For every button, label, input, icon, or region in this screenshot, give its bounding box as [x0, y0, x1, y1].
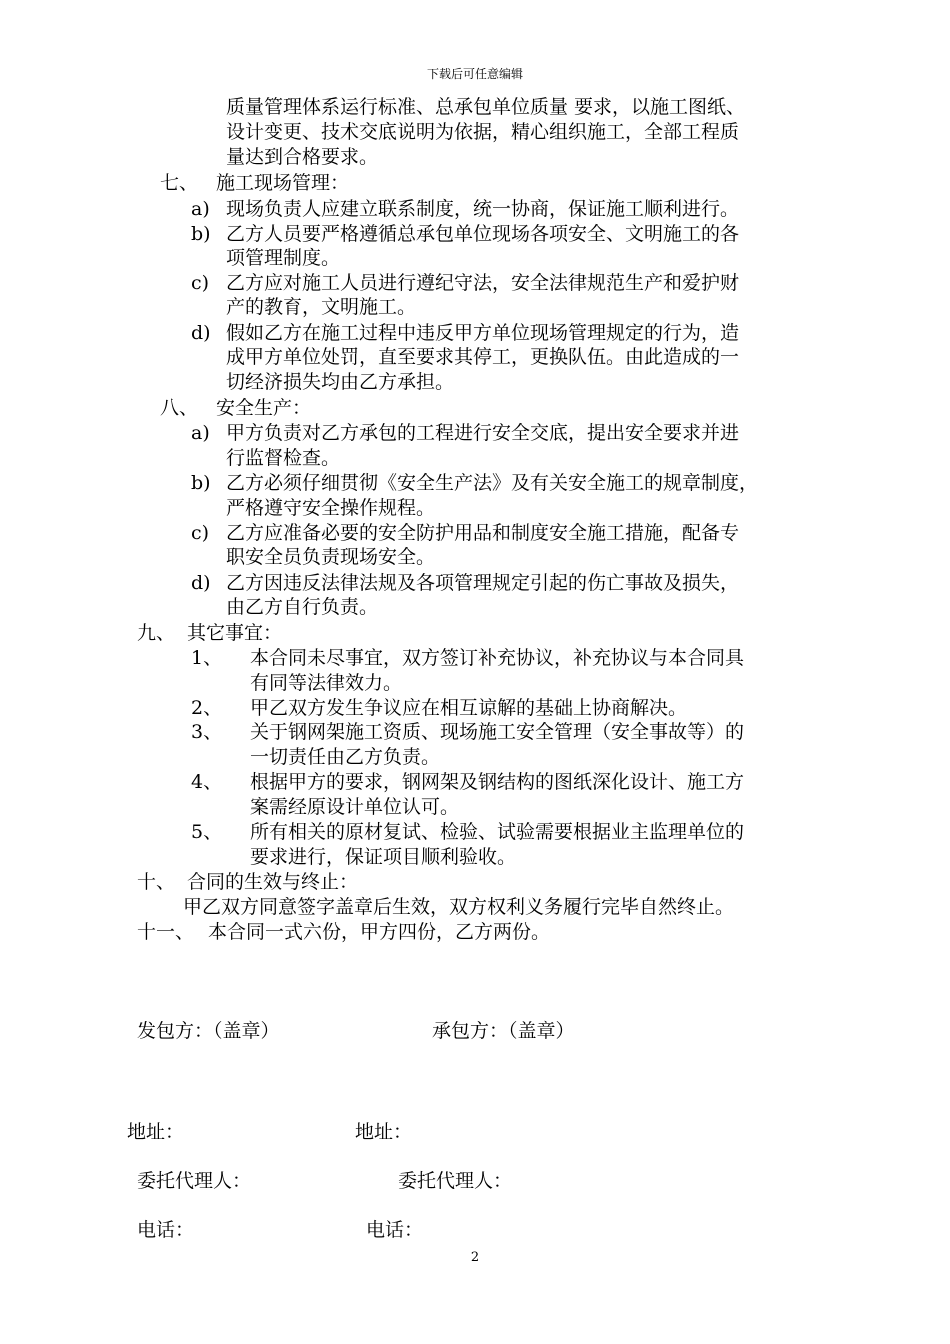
item-marker: 3、: [191, 721, 223, 743]
item-marker: a): [191, 198, 210, 220]
item-line: 所有相关的原材复试、检验、试验需要根据业主监理单位的: [250, 821, 745, 843]
section-10-body: 甲乙双方同意签字盖章后生效，双方权利义务履行完毕自然终止。: [183, 896, 735, 918]
item-line: 职安全员负责现场安全。: [226, 546, 436, 568]
section-10-number: 十、: [137, 871, 176, 893]
item-line: 由乙方自行负责。: [226, 596, 379, 618]
item-line: 一切责任由乙方负责。: [250, 746, 441, 768]
section-11-body: 本合同一式六份，甲方四份，乙方两份。: [208, 921, 551, 943]
item-line: 有同等法律效力。: [250, 672, 403, 694]
section-11-number: 十一、: [137, 921, 195, 943]
item-marker: 5、: [191, 821, 223, 843]
item-line: 案需经原设计单位认可。: [250, 796, 460, 818]
item-line: 乙方人员要严格遵循总承包单位现场各项安全、文明施工的各: [226, 223, 740, 245]
party-a-address: 地址：: [127, 1121, 185, 1143]
item-line: 乙方因违反法律法规及各项管理规定引起的伤亡事故及损失，: [226, 572, 740, 594]
item-line: 行监督检查。: [226, 447, 341, 469]
item-marker: c): [191, 522, 210, 544]
item-line: 乙方应准备必要的安全防护用品和制度安全施工措施，配备专: [226, 522, 740, 544]
section-7-number: 七、: [160, 172, 199, 194]
item-marker: 2、: [191, 697, 223, 719]
party-a-phone: 电话：: [137, 1219, 195, 1241]
item-line: 切经济损失均由乙方承担。: [226, 371, 455, 393]
item-line: 成甲方单位处罚，直至要求其停工，更换队伍。由此造成的一: [226, 346, 740, 368]
section-8-title: 安全生产：: [216, 397, 312, 419]
party-b-agent: 委托代理人：: [398, 1170, 513, 1192]
intro-line: 量达到合格要求。: [226, 146, 379, 168]
item-line: 乙方应对施工人员进行遵纪守法，安全法律规范生产和爱护财: [226, 272, 740, 294]
item-line: 关于钢网架施工资质、现场施工安全管理（安全事故等）的: [250, 721, 745, 743]
item-line: 要求进行，保证项目顺利验收。: [250, 846, 517, 868]
item-line: 根据甲方的要求，钢网架及钢结构的图纸深化设计、施工方: [250, 771, 745, 793]
item-line: 产的教育，文明施工。: [226, 296, 417, 318]
party-a-agent: 委托代理人：: [137, 1170, 252, 1192]
intro-line: 设计变更、技术交底说明为依据，精心组织施工，全部工程质: [226, 121, 740, 143]
party-b-seal: 承包方：（盖章）: [432, 1020, 575, 1042]
section-9-number: 九、: [137, 622, 176, 644]
intro-line: 质量管理体系运行标准、总承包单位质量 要求，以施工图纸、: [226, 96, 746, 118]
item-line: 假如乙方在施工过程中违反甲方单位现场管理规定的行为，造: [226, 322, 740, 344]
item-line: 项管理制度。: [226, 247, 341, 269]
party-a-seal: 发包方：（盖章）: [137, 1020, 280, 1042]
section-9-title: 其它事宜：: [187, 622, 283, 644]
item-marker: a): [191, 422, 210, 444]
item-marker: 4、: [191, 771, 223, 793]
item-marker: b): [191, 223, 211, 245]
item-marker: c): [191, 272, 210, 294]
item-marker: 1、: [191, 647, 223, 669]
page-number: 2: [470, 1250, 480, 1265]
section-7-title: 施工现场管理：: [216, 172, 350, 194]
item-line: 乙方必须仔细贯彻《安全生产法》及有关安全施工的规章制度，: [226, 472, 759, 494]
item-line: 现场负责人应建立联系制度，统一协商，保证施工顺利进行。: [226, 198, 740, 220]
section-8-number: 八、: [160, 397, 199, 419]
item-marker: d): [191, 322, 211, 344]
page-header: 下载后可任意编辑: [426, 67, 523, 81]
party-b-phone: 电话：: [366, 1219, 424, 1241]
item-line: 甲乙双方发生争议应在相互谅解的基础上协商解决。: [250, 697, 688, 719]
party-b-address: 地址：: [355, 1121, 413, 1143]
item-marker: b): [191, 472, 211, 494]
item-line: 甲方负责对乙方承包的工程进行安全交底，提出安全要求并进: [226, 422, 740, 444]
item-line: 严格遵守安全操作规程。: [226, 497, 436, 519]
section-10-title: 合同的生效与终止：: [187, 871, 359, 893]
item-line: 本合同未尽事宜，双方签订补充协议，补充协议与本合同具: [250, 647, 745, 669]
item-marker: d): [191, 572, 211, 594]
